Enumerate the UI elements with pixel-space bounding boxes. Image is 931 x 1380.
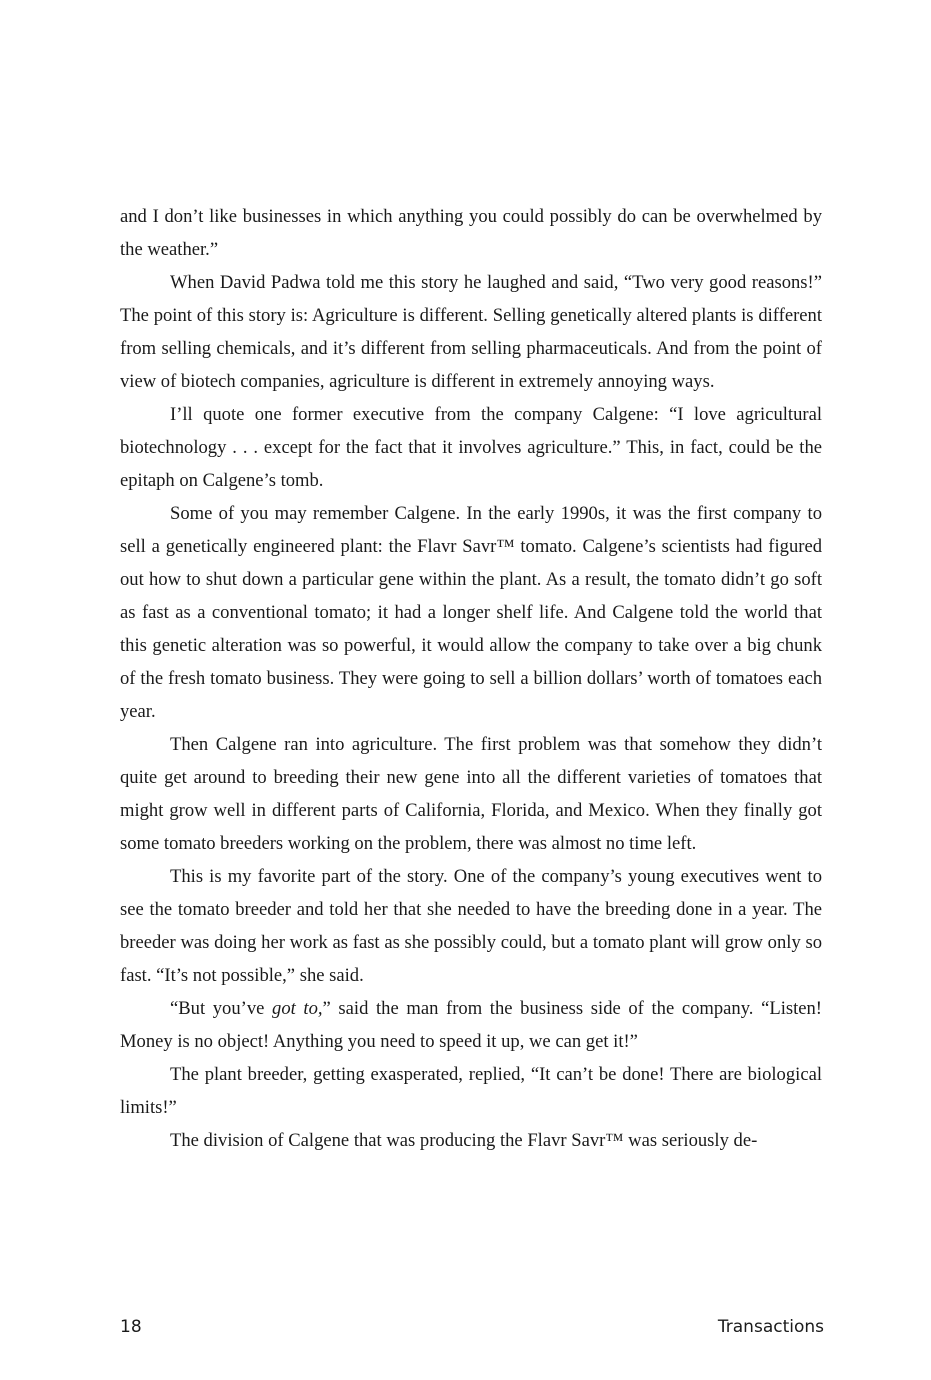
page-number: 18 [120, 1317, 142, 1337]
paragraph-9: The division of Calgene that was producing the Flavr Savr™ was seriously de- [170, 1130, 758, 1151]
running-title: Transactions [717, 1317, 824, 1337]
paragraph-2: When David Padwa told me this story he laughed and said, “Two very good reasons!” The point of this story is: Agriculture is different. Selling genetically altered plants is different from selling chemicals, and it’s different from selling pharmaceuticals. And from the point of view of biotech companies, agriculture is different in extremely annoying ways. [120, 272, 822, 392]
paragraph-7-start: “But you’ve [170, 998, 273, 1019]
body-text [120, 200, 822, 1157]
paragraph-7-end: ” said the man from the business side of the company. “Listen! Money is no object! Anything you need to speed it up, we can get it!” [120, 998, 823, 1052]
paragraph-8: The plant breeder, getting exasperated, replied, “It can’t be done! There are biological limits!” [120, 1064, 822, 1118]
page-footer [120, 1317, 824, 1337]
paragraph-3: I’ll quote one former executive from the company Calgene: “I love agricultural biotechnology . . . except for the fact that it involves agriculture.” This, in fact, could be the epitaph on Calgene’s tomb. [120, 404, 822, 491]
paragraph-7-italic: got to, [272, 998, 323, 1019]
paragraph-5: Then Calgene ran into agriculture. The first problem was that somehow they didn’t quite get around to breeding their new gene into all the different varieties of tomatoes that might grow well in different parts of California, Florida, and Mexico. When they finally got some tomato breeders working on the problem, there was almost no time left. [120, 734, 822, 854]
paragraph-1: and I don’t like businesses in which anything you could possibly do can be overwhelmed by the weather.” [120, 206, 822, 260]
paragraph-4: Some of you may remember Calgene. In the early 1990s, it was the first company to sell a genetically engineered plant: the Flavr Savr™ tomato. Calgene’s scientists had figured out how to shut down a particular gene within the plant. As a result, the tomato didn’t go soft as fast as a conventional tomato; it had a longer shelf life. And Calgene told the world that this genetic alteration was so powerful, it would allow the company to take over a big chunk of the fresh tomato business. They were going to sell a billion dollars’ worth of tomatoes each year. [120, 503, 822, 722]
paragraph-7 [120, 992, 822, 1058]
paragraph-6: This is my favorite part of the story. One of the company’s young executives went to see the tomato breeder and told her that she needed to have the breeding done in a year. The breeder was doing her work as fast as she possibly could, but a tomato plant will grow only so fast. “It’s not possible,” she said. [120, 866, 822, 986]
